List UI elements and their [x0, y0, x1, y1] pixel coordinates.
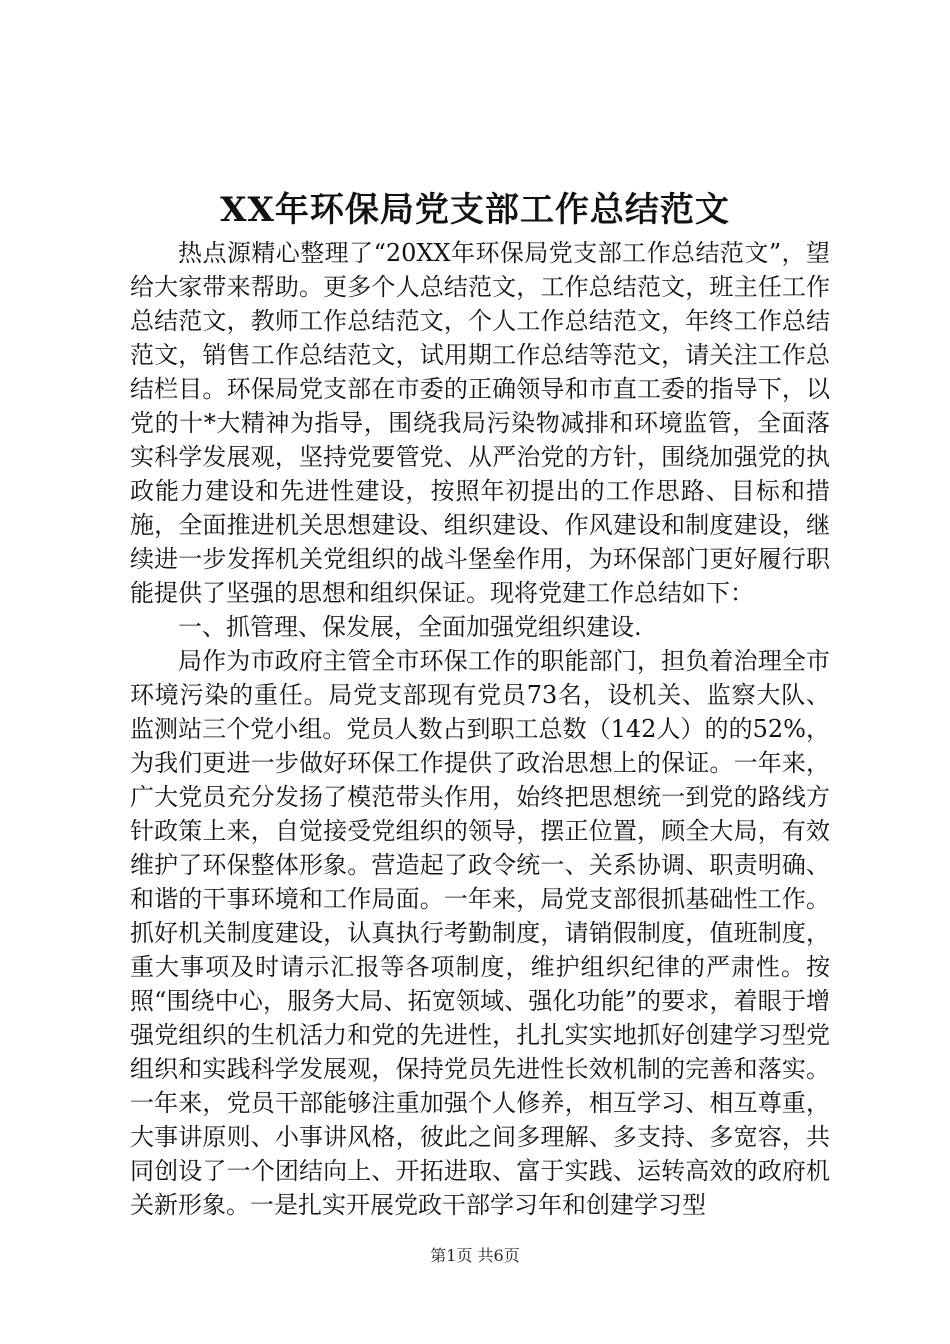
document-title: XX年环保局党支部工作总结范文: [220, 190, 730, 230]
section-heading: 一、抓管理、保发展，全面加强党组织建设.: [178, 613, 642, 641]
page-number: 第1页 共6页: [430, 1246, 520, 1265]
intro-paragraph: 热点源精心整理了“20XX年环保局党支部工作总结范文”，望给大家带来帮助。更多个人总结范文，工作总结范文，班主任工作总结范文，教师工作总结范文，个人工作总结范文，年终工作总结范文，销售工作总结范文，试用期工作总结等范文，请关注工作总结栏目。环保局党支部在市委的正确领导和市直工委的指导下，以党的十*大精神为指导，围绕我局污染物减排和环境监管，全面落实科学发展观，坚持党要管党、从严治党的方针，围绕加强党的执政能力建设和先进性建设，按照年初提出的工作思路、目标和措施，全面推进机关思想建设、组织建设、作风建设和制度建设，继续进一步发挥机关党组织的战斗堡垒作用，为环保部门更好履行职能提供了坚强的思想和组织保证。现将党建工作总结如下：: [130, 239, 830, 607]
body-paragraph: 局作为市政府主管全市环保工作的职能部门，担负着治理全市环境污染的重任。局党支部现有党员73名，设机关、监察大队、监测站三个党小组。党员人数占到职工总数（142人）的的52%，为我们更进一步做好环保工作提供了政治思想上的保证。一年来，广大党员充分发扬了模范带头作用，始终把思想统一到党的路线方针政策上来，自觉接受党组织的领导，摆正位置，顾全大局，有效维护了环保整体形象。营造起了政令统一、关系协调、职责明确、和谐的干事环境和工作局面。一年来，局党支部很抓基础性工作。抓好机关制度建设，认真执行考勤制度，请销假制度，值班制度，重大事项及时请示汇报等各项制度，维护组织纪律的严肃性。按照“围绕中心，服务大局、拓宽领域、强化功能”的要求，着眼于增强党组织的生机活力和党的先进性，扎扎实实地抓好创建学习型党组织和实践科学发展观，保持党员先进性长效机制的完善和落实。一年来，党员干部能够注重加强个人修养，相互学习、相互尊重，大事讲原则、小事讲风格，彼此之间多理解、多支持、多宽容，共同创设了一个团结向上、开拓进取、富于实践、运转高效的政府机关新形象。一是扎实开展党政干部学习年和创建学习型: [130, 647, 830, 1219]
document-body: [130, 236, 830, 1222]
